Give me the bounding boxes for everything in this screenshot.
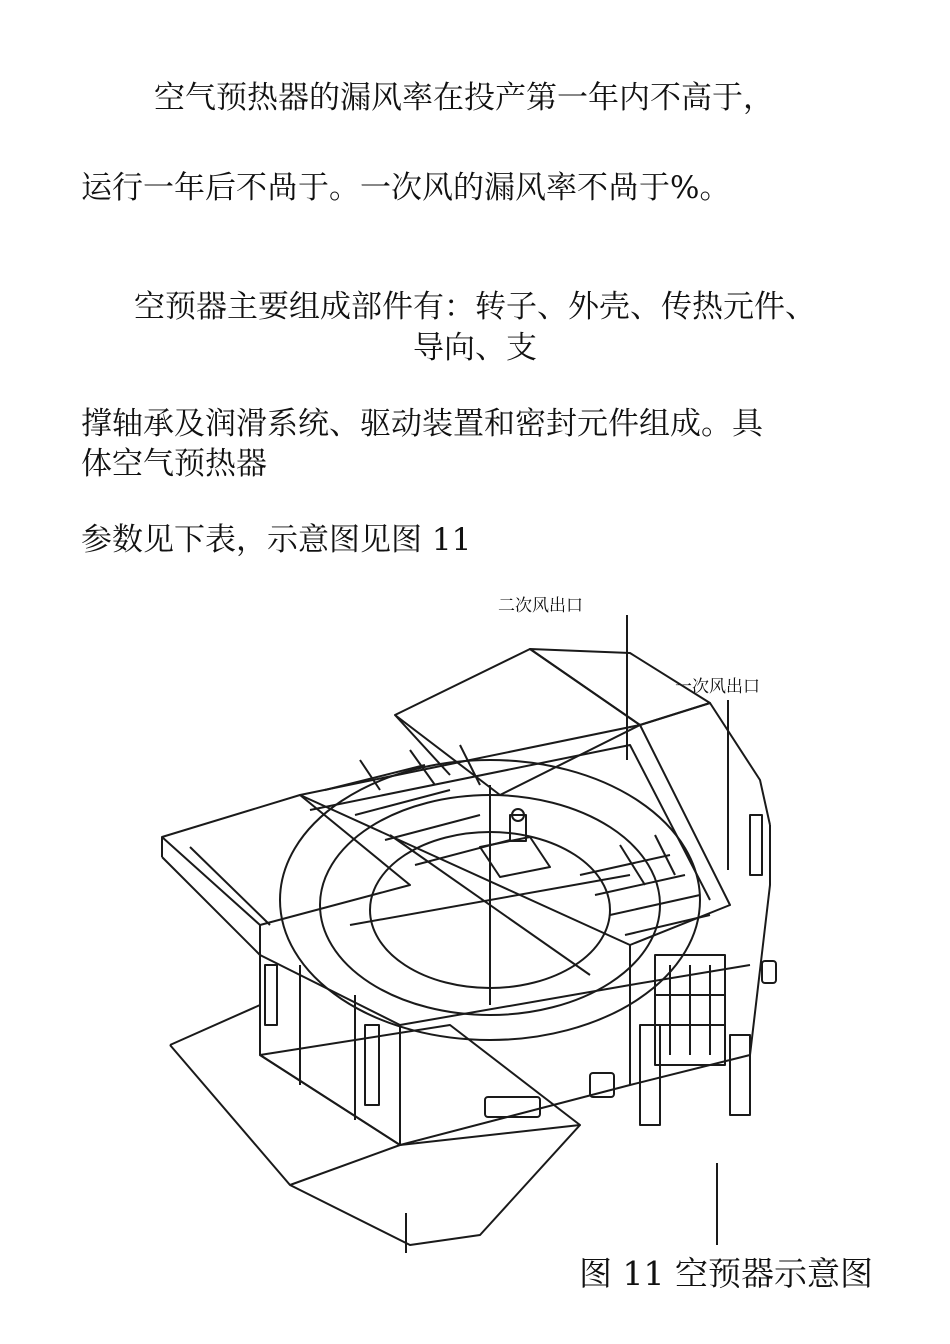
primary-air-outlet-label: 一次风出口 <box>675 677 760 697</box>
top-beam <box>300 725 730 945</box>
paragraph-components-line3: 撑轴承及润滑系统、驱动装置和密封元件组成。具 <box>81 406 763 442</box>
paragraph-components-line2: 导向、支 <box>413 330 537 366</box>
paragraph-components-line4: 体空气预热器 <box>81 446 267 482</box>
stiffeners <box>265 815 762 1105</box>
paragraph-components-line1: 空预器主要组成部件有：转子、外壳、传热元件、 <box>134 289 816 325</box>
bottom-hood <box>170 1005 580 1245</box>
rotor <box>280 760 700 1040</box>
paragraph-parameters-reference: 参数见下表，示意图见图 11 <box>81 522 472 558</box>
paragraph-leakage-after-one-year: 运行一年后不咼于。一次风的漏风率不咼于%。 <box>81 170 731 206</box>
secondary-air-outlet-label: 二次风出口 <box>498 596 583 616</box>
paragraph-leakage-first-year: 空气预热器的漏风率在投产第一年内不高于， <box>154 80 774 116</box>
figure-caption: 图 11 空预器示意图 <box>579 1254 873 1293</box>
air-preheater-diagram <box>150 585 790 1255</box>
